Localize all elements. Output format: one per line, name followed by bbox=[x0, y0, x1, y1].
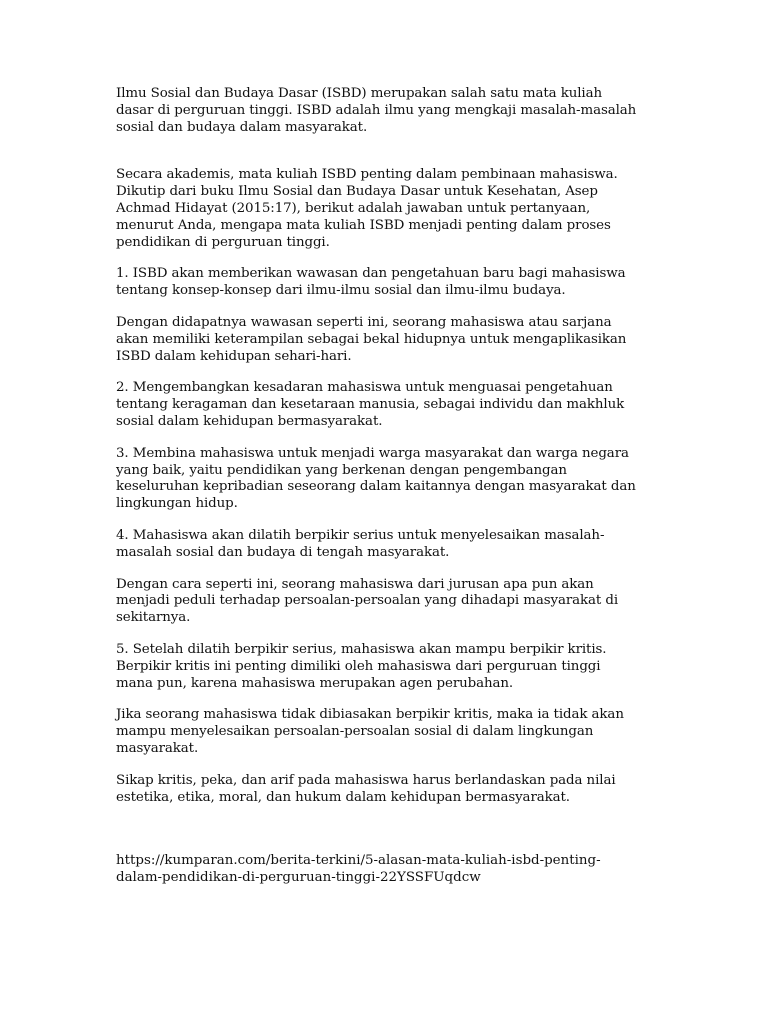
point-5-paragraph: 5. Setelah dilatih berpikir serius, mahasiswa akan mampu berpikir kritis. Berpikir kritis ini penting dimiliki oleh mahasiswa dari perguruan tinggi mana pun, karena mahasiswa merupakan agen perubahan. bbox=[116, 641, 607, 691]
point-2-paragraph: 2. Mengembangkan kesadaran mahasiswa untuk menguasai pengetahuan tentang keragaman dan kesetaraan manusia, sebagai individu dan makhluk sosial dalam kehidupan bermasyarakat. bbox=[116, 380, 625, 429]
academic-context-paragraph: Secara akademis, mata kuliah ISBD penting dalam pembinaan mahasiswa. Dikutip dari buku Ilmu Sosial dan Budaya Dasar untuk Kesehatan, Asep Achmad Hidayat (2015:17), berikut adalah jawaban untuk pertanyaan, menurut Anda, mengapa mata kuliah ISBD menjadi penting dalam proses pendidikan di perguruan tinggi. bbox=[116, 167, 618, 250]
point-4-explanation-paragraph: Dengan cara seperti ini, seorang mahasiswa dari jurusan apa pun akan menjadi peduli terhadap persoalan-persoalan yang dihadapi masyarakat di sekitarnya. bbox=[116, 576, 618, 626]
intro-paragraph: Ilmu Sosial dan Budaya Dasar (ISBD) merupakan salah satu mata kuliah dasar di perguruan tinggi. ISBD adalah ilmu yang mengkaji masalah-masalah sosial dan budaya dalam masyarakat. bbox=[116, 86, 637, 135]
source-url-link[interactable]: https://kumparan.com/berita-terkini/5-alasan-mata-kuliah-isbd-penting-dalam-pendidikan-di-perguruan-tinggi-22YSSFUqdcw bbox=[116, 853, 601, 886]
closing-paragraph: Sikap kritis, peka, dan arif pada mahasiswa harus berlandaskan pada nilai estetika, etika, moral, dan hukum dalam kehidupan bermasyarakat. bbox=[116, 772, 616, 805]
point-1-explanation-paragraph: Dengan didapatnya wawasan seperti ini, seorang mahasiswa atau sarjana akan memiliki keterampilan sebagai bekal hidupnya untuk mengaplikasikan ISBD dalam kehidupan sehari-hari. bbox=[116, 314, 627, 364]
point-1-paragraph: 1. ISBD akan memberikan wawasan dan pengetahuan baru bagi mahasiswa tentang konsep-konsep dari ilmu-ilmu sosial dan ilmu-ilmu budaya. bbox=[116, 266, 626, 299]
point-5-explanation-paragraph: Jika seorang mahasiswa tidak dibiasakan berpikir kritis, maka ia tidak akan mampu menyelesaikan persoalan-persoalan sosial di dalam lingkungan masyarakat. bbox=[116, 707, 624, 756]
point-4-paragraph: 4. Mahasiswa akan dilatih berpikir serius untuk menyelesaikan masalah-masalah sosial dan budaya di tengah masyarakat. bbox=[116, 527, 605, 560]
point-3-paragraph: 3. Membina mahasiswa untuk menjadi warga masyarakat dan warga negara yang baik, yaitu pendidikan yang berkenan dengan pengembangan keseluruhan kepribadian seseorang dalam kaitannya dengan masyarakat dan lingkungan hidup. bbox=[116, 445, 636, 512]
document-page bbox=[116, 86, 638, 887]
